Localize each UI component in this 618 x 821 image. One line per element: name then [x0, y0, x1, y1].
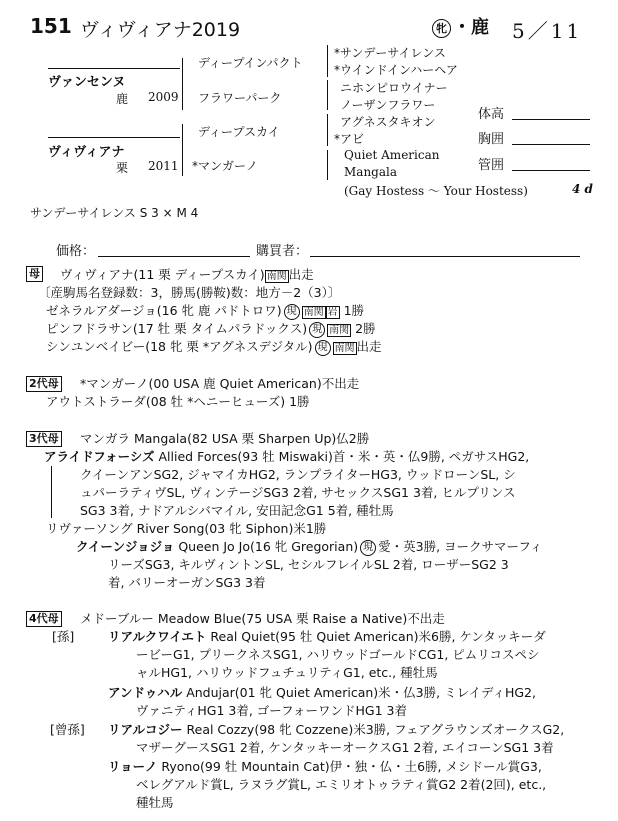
cannon-label: 管囲 [478, 158, 505, 173]
buyer-line [310, 256, 580, 257]
ryono: リョーノ Ryono(99 牡 Mountain Cat)伊・独・仏・土6勝, メシドール賞G3, [108, 759, 542, 774]
ss-bracket [327, 45, 328, 77]
real-cozzy: リアルコジー Real Cozzy(98 牝 Cozzene)米3勝, フェアグラウンズオークスG2, [108, 722, 565, 737]
buyer-label: 購買者： [256, 244, 309, 259]
sdd: ノーザンフラワー [340, 98, 436, 112]
lot-number: 151 [30, 14, 72, 38]
second-dam-tag: 2代母 [26, 376, 62, 392]
ssd: *ウインドインハーヘア [334, 63, 458, 77]
grandchild-label: [孫] [52, 629, 75, 644]
allied-line4: SG3 3着, ナドアルシバマイル, 安田記念G1 5着, 種牡馬 [80, 503, 394, 518]
great-grandchild-label: [曾孫] [50, 722, 85, 737]
dam-bracket [182, 124, 183, 176]
ddd: Mangala [344, 165, 397, 179]
allied-line3: ュパーラティヴSL, ヴィンテージSG3 2着, サセックスSG1 3着, ヒルプリンス [80, 485, 516, 500]
offspring-3: シンユンベイビー(18 牝 栗 *アグネスデジタル) 現 南関 出走 [46, 339, 382, 354]
sire-bracket [182, 58, 183, 110]
fourth-dam-tag: 4代母 [26, 611, 62, 627]
height-line [512, 119, 590, 120]
second-dam-line2: アウトストラーダ(08 牡 *ヘニーヒューズ) 1勝 [46, 394, 310, 409]
fourth-dam-line1: メドーブルー Meadow Blue(75 USA 栗 Raise a Native)不出走 [80, 611, 445, 626]
queen-line3: 着, バリーオーガンSG3 3着 [108, 575, 266, 590]
offspring-2: ピンフドラサン(17 牡 栗 タイムパラドックス) 現 南関 2勝 [46, 321, 376, 336]
ds-bracket [327, 114, 328, 146]
ryono-line2: ベレグアルド賞L, ラヌラグ賞L, エミリオトゥラティ賞G2 2着(2回), etc., [136, 777, 547, 792]
horse-name: ヴィヴィアナ2019 [80, 19, 241, 41]
third-dam-tag: 3代母 [26, 431, 62, 447]
allied-forces: アライドフォーシズ Allied Forces(93 牡 Miswaki)首・米・英・仏9勝, ペガサスHG2, [44, 449, 530, 464]
sire-dam: フラワーパーク [198, 91, 282, 105]
dss: アグネスタキオン [340, 115, 436, 129]
sd-bracket [327, 80, 328, 110]
andujar-line2: ヴァニティHG1 3着, ゴーフォーワンドHG1 3着 [136, 703, 408, 718]
ddd-parents: (Gay Hostess 〜 Your Hostess) [344, 184, 528, 198]
dam-name: ヴィヴィアナ [48, 145, 125, 160]
andujar: アンドゥハル Andujar(01 牝 Quiet American)米・仏3勝, ミレイディHG2, [108, 685, 536, 700]
sire-color: 鹿 [116, 92, 129, 106]
third-dam-bracket [51, 466, 52, 518]
dds: Quiet American [344, 148, 440, 162]
sex-mark: 牝 [432, 19, 451, 38]
second-dam-line1: *マンガーノ(00 USA 鹿 Quiet American)不出走 [80, 376, 360, 391]
dam-color: 栗 [116, 161, 129, 175]
coat-color: ・鹿 [453, 17, 489, 38]
dsd: *アビ [334, 132, 365, 146]
dam-line2: 〔産駒馬名登録数：3，勝馬(勝鞍)数：地方－2（3）〕 [38, 285, 341, 300]
price-label: 価格： [56, 244, 96, 259]
sire-top-rule [48, 68, 180, 69]
dam-top-rule [48, 137, 180, 138]
real-quiet: リアルクワイエト Real Quiet(95 牡 Quiet American)米6勝, ケンタッキーダ [108, 629, 546, 644]
queen-jo-jo: クイーンジョジョ Queen Jo Jo(16 牝 Gregorian) 現 愛・英3勝, ヨークサマーフィ [76, 539, 543, 554]
ryono-line3: 種牡馬 [136, 795, 174, 810]
dd-bracket [327, 150, 328, 180]
rc-line2: マザーグースSG1 2着, ケンタッキーオークスG1 2着, エイコーンSG1 3着 [136, 740, 554, 755]
sds: ニホンピロウイナー [340, 81, 448, 95]
sire-name: ヴァンセンヌ [48, 75, 126, 90]
inbreeding: サンデーサイレンス S 3 × M 4 [30, 206, 199, 220]
dam-line1: ヴィヴィアナ(11 栗 ディープスカイ) 南関 出走 [60, 267, 314, 282]
family-number: 4 d [572, 182, 593, 196]
allied-line2: クイーンアンSG2, ジャマイカHG2, ランプライターHG3, ウッドローンSL, シ [80, 467, 516, 482]
cannon-line [512, 170, 590, 171]
sire-year: 2009 [148, 90, 179, 104]
sale-date: 5／11 [512, 19, 583, 43]
offspring-1: ゼネラルアダージョ(16 牝 鹿 パドトロワ) 現 南関 岩 1勝 [46, 303, 365, 318]
rq-line2: ービーG1, プリークネスSG1, ハリウッドゴールドCG1, ピムリコスペシ [136, 647, 540, 662]
sire-sire: ディープインパクト [198, 56, 303, 70]
dam-tag: 母 [26, 266, 43, 282]
sss: *サンデーサイレンス [334, 46, 446, 60]
rq-line3: ャルHG1, ハリウッドフュチュリティG1, etc., 種牡馬 [136, 665, 438, 680]
chest-line [512, 144, 590, 145]
price-line [98, 256, 250, 257]
dam-dam: *マンガーノ [192, 159, 258, 173]
queen-line2: リーズSG3, キルヴィントンSL, セシルフレイルSL 2着, ローザーSG2 3 [108, 557, 509, 572]
dam-year: 2011 [148, 159, 179, 173]
third-dam-line1: マンガラ Mangala(82 USA 栗 Sharpen Up)仏2勝 [80, 431, 370, 446]
river-song: リヴァーソング River Song(03 牝 Siphon)米1勝 [46, 521, 327, 536]
height-label: 体高 [478, 107, 505, 122]
chest-label: 胸囲 [478, 132, 505, 147]
sex-color [430, 13, 489, 39]
dam-sire: ディープスカイ [198, 125, 280, 139]
